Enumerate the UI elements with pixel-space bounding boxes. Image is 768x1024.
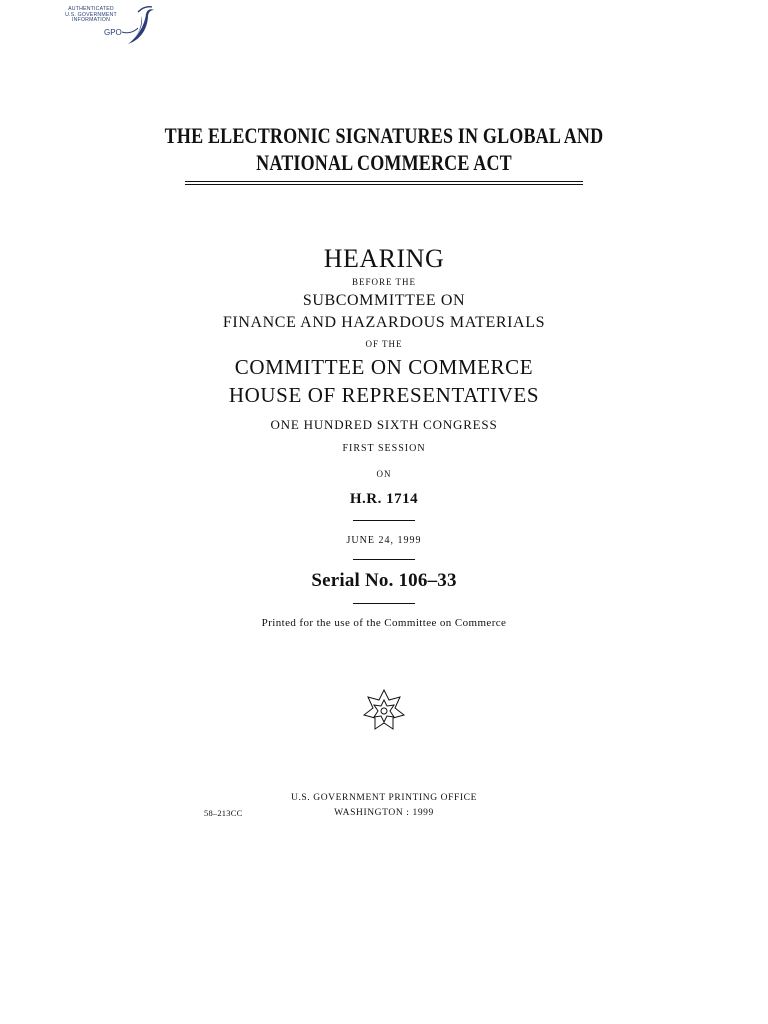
serial-number: Serial No. 106–33 <box>311 570 457 591</box>
logo-gpo-mark: GPO <box>104 28 122 37</box>
title-rule-top <box>185 181 583 182</box>
bill-number: H.R. 1714 <box>349 491 419 507</box>
before-the-text: BEFORE THE <box>351 277 417 287</box>
logo-line-2: U.S. GOVERNMENT <box>65 11 117 18</box>
logo-line-1: AUTHENTICATED <box>68 6 114 12</box>
serial-rule <box>353 603 415 604</box>
document-code: 58–213CC <box>204 808 243 818</box>
printing-office-text: U.S. GOVERNMENT PRINTING OFFICE <box>290 793 477 803</box>
gpo-star-ornament-icon <box>362 688 406 732</box>
of-the-text: OF THE <box>365 339 403 349</box>
committee-line-1: COMMITTEE ON COMMERCE <box>234 355 534 379</box>
title-rule-bottom <box>185 184 583 185</box>
subcommittee-line-2: FINANCE AND HAZARDOUS MATERIALS <box>222 314 546 331</box>
committee-line-2: HOUSE OF REPRESENTATIVES <box>228 383 540 407</box>
subcommittee-line-1: SUBCOMMITTEE ON <box>302 292 466 309</box>
printed-for-text: Printed for the use of the Committee on Commerce <box>261 617 507 629</box>
eagle-icon <box>114 4 156 48</box>
gpo-authenticated-logo <box>56 4 156 48</box>
title-line-2: NATIONAL COMMERCE ACT <box>256 150 512 175</box>
on-text: ON <box>376 469 392 479</box>
hearing-date: JUNE 24, 1999 <box>346 535 422 546</box>
bill-rule <box>353 520 415 521</box>
washington-year-text: WASHINGTON : 1999 <box>334 808 434 818</box>
date-rule <box>353 559 415 560</box>
congress-text: ONE HUNDRED SIXTH CONGRESS <box>270 417 498 432</box>
title-line-1: THE ELECTRONIC SIGNATURES IN GLOBAL AND <box>164 123 604 148</box>
session-text: FIRST SESSION <box>342 443 426 454</box>
hearing-heading: HEARING <box>323 244 445 273</box>
document-title <box>69 122 699 176</box>
logo-line-3: INFORMATION <box>71 17 111 24</box>
